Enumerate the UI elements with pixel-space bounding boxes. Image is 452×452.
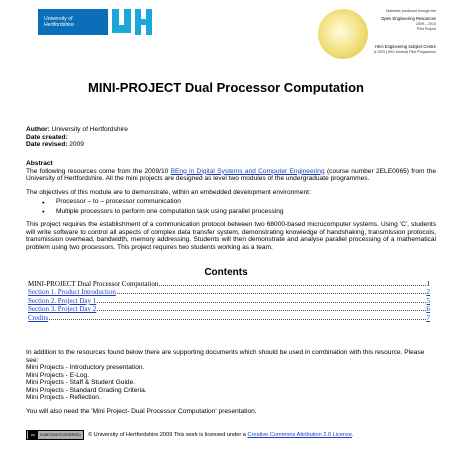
list-item: Mini Projects - Introductory presentation. [26, 364, 145, 371]
abstract-paragraph-3: This project requires the establishment of a communication protocol between two 68000-based microcomputer systems. Using 'C', students will write software to control all aspects of complex data transfer system, demonstrating knowledge of handshaking, transmission protocols, transmission overhead, bandwidth, memory addressing. Students will then demonstrate and analyse parallel processing of a mathematical problem using two processors. This project requires two students working as a team. [26, 221, 436, 251]
author-label: Author: [26, 126, 50, 133]
revised-line [26, 141, 128, 149]
course-link[interactable]: BEng in Digital Systems and Computer Engineering [170, 167, 325, 175]
toc-entry-link[interactable]: Section 1. Product Introduction 2 [28, 288, 430, 297]
list-item: Mini Projects - Staff & Student Guide. [26, 379, 136, 386]
university-logo-text [38, 9, 108, 35]
list-item: Mini Projects - Reflection. [26, 394, 101, 401]
creative-commons-badge-icon[interactable]: cc SOME RIGHTS RESERVED [26, 430, 84, 440]
page-title: MINI-PROJECT Dual Processor Computation [88, 80, 364, 95]
revised-label: Date revised: [26, 141, 68, 149]
toc-entry-link[interactable]: Section 2. Project Day 1 5 [28, 296, 430, 305]
revised-value: 2009 [69, 141, 84, 149]
license-text: © University of Hertfordshire 2009 This work is licensed under a Creative Commons Attribution 2.0 License. [88, 432, 354, 438]
document-metadata [26, 126, 128, 149]
table-of-contents [28, 280, 430, 322]
author-line [26, 126, 128, 134]
created-line [26, 134, 128, 142]
license-link[interactable]: Creative Commons Attribution 2.0 License [247, 432, 352, 438]
university-logo [38, 9, 154, 35]
list-item: ● Multiple processors to perform one computation task using parallel processing [44, 208, 436, 216]
resources-section [26, 349, 436, 421]
created-label: Date created: [26, 133, 68, 141]
oer-line-6: & OER (JISC funded) Pilot Programme [373, 50, 436, 54]
oer-line-5: HEA Engineering Subject Centre [375, 44, 436, 49]
abstract-heading: Abstract [26, 160, 53, 167]
oer-line-2: Open Engineering Resources [381, 16, 436, 21]
list-item: ● Processor – to – processor communication [44, 198, 436, 206]
toc-entry-link[interactable]: Section 3. Project Day 2 6 [28, 305, 430, 314]
contents-heading: Contents [204, 267, 248, 278]
license-footer [26, 430, 436, 440]
abstract-paragraph-1: The following resources come from the 2009/10 BEng in Digital Systems and Computer Engineering (course number 2ELE0065) from the University of Hertfordshire. All the mini projects are designed as level two modules of the undergraduate programmes. [26, 167, 436, 182]
resource-list [26, 364, 436, 402]
resources-intro: In addition to the resources found below there are supporting documents which should be used in combination with this resource. Please see: [26, 349, 425, 364]
oer-logo [318, 5, 440, 65]
author-value: University of Hertfordshire [51, 126, 128, 133]
oer-circle-icon [318, 9, 368, 59]
logo-line-2: Hertfordshire [44, 22, 74, 28]
abstract-paragraph-2: The objectives of this module are to demonstrate, within an embedded development environment: [26, 188, 311, 196]
toc-entry: MINI-PROJECT Dual Processor Computation 1 [28, 280, 430, 288]
uh-mark-icon [108, 9, 152, 35]
abstract-section [26, 160, 436, 257]
oer-line-3: 2009 – 2010 [416, 22, 436, 26]
list-item: Mini Projects - Standard Grading Criteria. [26, 386, 147, 394]
logo-line-1: University of [44, 16, 73, 22]
oer-line-4: Pilot Project [416, 27, 436, 31]
list-item: Mini Projects - E-Log. [26, 371, 90, 379]
oer-line-1: Materials produced through the [386, 9, 436, 13]
resources-closing: You will also need the 'Mini Project- Dual Processor Computation' presentation. [26, 407, 257, 415]
toc-entry-link[interactable]: Credits 7 [28, 313, 430, 322]
objectives-list [26, 198, 436, 215]
